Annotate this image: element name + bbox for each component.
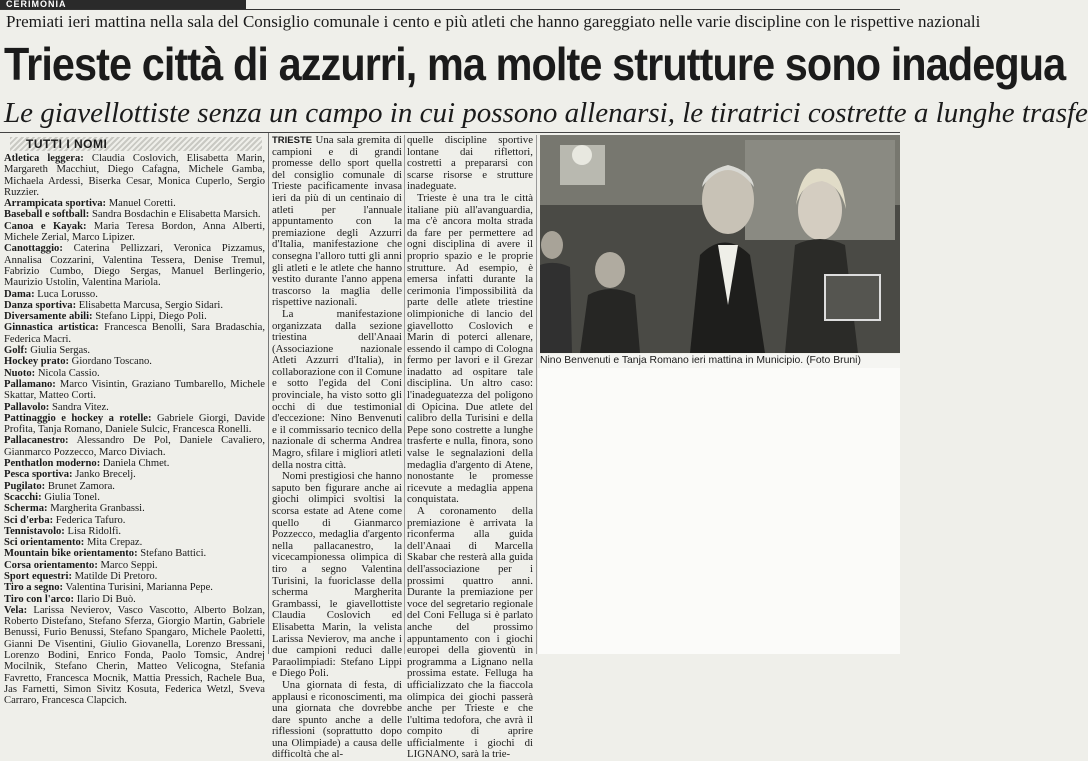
athlete-names: Elisabetta Marcusa, Sergio Sidari. [76, 299, 223, 311]
sport-label: Pallavolo: [4, 401, 50, 413]
sport-label: Tiro con l'arco: [4, 593, 75, 605]
names-header: TUTTI I NOMI [10, 137, 262, 151]
column-divider [404, 135, 405, 654]
athlete-names: Mita Crepaz. [84, 537, 143, 549]
paragraph-text: La manifestazione organizzata dalla sezione triestina dell'Anaai (Associazione nazionale Atleti Azzurri d'Italia), in collaborazione con il Comune e sotto l'egida del Coni provinciale, ha visto sotto gli occhi di due testimonial d'eccezione: Nino Benvenuti e il commissario tecnico della nazionale di scherma Andrea Magro, sfilare i migliori atleti della nostra città. [272, 307, 402, 471]
photo-caption: Nino Benvenuti e Tanja Romano ieri mattina in Municipio. (Foto Bruni) [540, 354, 900, 368]
article-paragraph [272, 309, 402, 471]
athlete-names: Giulia Tonel. [41, 491, 100, 503]
name-entry [4, 503, 265, 514]
name-entry [4, 198, 265, 209]
name-entry [4, 209, 265, 220]
sport-label: Pugilato: [4, 480, 46, 492]
name-entry [4, 605, 265, 707]
sport-label: Tiro a segno: [4, 582, 64, 594]
athlete-names: Nicola Cassio. [35, 367, 100, 379]
sport-label: Canoa e Kayak: [4, 220, 87, 232]
athlete-names: Margherita Granbassi. [47, 503, 145, 515]
athlete-names: Manuel Coretti. [106, 198, 176, 210]
athlete-names: Marco Seppi. [97, 559, 158, 571]
athlete-names: Maria Teresa Bordon, Anna Alberti, Michele Zerial, Marco Lipizer. [4, 220, 265, 244]
athlete-names: Claudia Coslovich, Elisabetta Marin, Margareth Macchiut, Diego Cafagna, Michele Gamba, Michaela Ardessi, Biserka Cesar, Monica Cuperlo, Sergio Ruzzier. [4, 153, 265, 198]
athlete-names: Marco Visintin, Graziano Tumbarello, Michele Skattar, Matteo Corti. [4, 378, 265, 402]
sport-label: Diversamente abili: [4, 311, 93, 323]
sport-label: Pattinaggio e hockey a rotelle: [4, 412, 152, 424]
sport-label: Danza sportiva: [4, 299, 77, 311]
section-tag: CERIMONIA [0, 0, 246, 9]
sport-label: Ginnastica artistica: [4, 322, 99, 334]
kicker: Premiati ieri mattina nella sala del Consiglio comunale i cento e più atleti che hanno gareggiato nelle varie discipline con le rispettive nazionali [6, 12, 981, 31]
paragraph-text: quelle discipline sportive lontane dai riflettori, costretti a prepararsi con scarse risorse e strutture inadeguate. [407, 134, 533, 193]
athlete-names: Valentina Turisini, Marianna Pepe. [63, 582, 213, 594]
paragraph-text: Trieste è una tra le città italiane più all'avanguardia, ma c'è ancora molta strada da fare per permettere ad ogni disciplina di avere il proprio spazio e le proprie strutture. Ad esempio, è emersa infatti durante la cerimonia l'impossibilità da parte delle atlete triestine olimpioniche di lancio del giavellotto Coslovich e Marin di poterci allenare, essendo il campo di Cologna fermo per lavori e il Grezar inadatto ad ospitare tale disciplina. Un altro caso: l'inadeguatezza del poligono di Opicina. Due atlete del calibro della Turisini e della Pepe sono costrette a lunghe trasferte e nulla, finora, sono valse le segnalazioni della medaglia d'argento di Atene, nonostante le promesse ricevute a medaglia appena conquistata. [407, 191, 533, 506]
sport-label: Sci orientamento: [4, 537, 85, 549]
sport-label: Tennistavolo: [4, 525, 65, 537]
athlete-names: Giulia Sergas. [27, 345, 91, 357]
paragraph-text: A coronamento della premiazione è arrivata la riconferma alla guida dell'Anaai di Marcella Skabar che resterà alla guida dell'associazione per i prossimi quattro anni. Durante la premiazione per voce del segretario regionale del Coni Felluga si è parlato anche del prossimo appuntamento con i giochi europei della gioventù in programma a Lignano nella prossima estate. Felluga ha ufficializzato che la fiaccola olimpica dei giochi passerà anche per Trieste e che l'ultima tedofora, che avrà il compito di aprire ufficialmente i giochi di LIGNANO, sarà la trie- [407, 505, 533, 761]
name-entry [4, 356, 265, 367]
sport-label: Nuoto: [4, 367, 36, 379]
name-entry [4, 153, 265, 198]
name-entry [4, 435, 265, 458]
sport-label: Baseball e softball: [4, 209, 90, 221]
sport-label: Atletica leggera: [4, 153, 84, 164]
top-rule [0, 9, 900, 10]
headline: Trieste città di azzurri, ma molte strutture sono inadegua [4, 38, 1066, 90]
article-paragraph [407, 135, 533, 193]
sport-label: Canottaggio: [4, 243, 63, 255]
name-entry [4, 515, 265, 526]
name-entry [4, 582, 265, 593]
athlete-names: Alessandro De Pol, Daniele Cavaliero, Gianmarco Pozzecco, Marco Diviach. [4, 435, 265, 458]
name-entry [4, 594, 265, 605]
article-paragraph [272, 135, 402, 309]
sport-label: Sci d'erba: [4, 514, 54, 526]
sport-label: Arrampicata sportiva: [4, 198, 107, 210]
name-entry [4, 311, 265, 322]
name-entry [4, 221, 265, 244]
name-entry [4, 492, 265, 503]
dateline: TRIESTE [272, 135, 316, 146]
article-column-1 [272, 134, 402, 761]
athlete-names: Daniela Chmet. [100, 458, 170, 470]
athlete-names: Federica Tafuro. [53, 514, 126, 526]
name-entry [4, 300, 265, 311]
article-column-2 [407, 134, 533, 761]
athlete-names: Sandra Vitez. [49, 401, 109, 413]
sport-label: Scacchi: [4, 491, 42, 503]
name-entry [4, 322, 265, 345]
athlete-names: Ilario Di Buò. [74, 593, 136, 605]
paragraph-text: Nomi prestigiosi che hanno saputo ben figurare anche ai giochi olimpici svoltisi la scorsa estate ad Atene come quello di Gianmarco Pozzecco, medaglia d'argento nella pallacanestro, la vicecampionessa olimpica di tiro a segno Valentina Turisini, la fuoriclasse della scherma Margherita Grambassi, le giavellottiste Claudia Coslovich ed Elisabetta Marin, la velista Larissa Nevierov, ma anche i due campioni reduci dalle Paraolimpiadi: Stefano Lippi e Diego Poli. [272, 470, 402, 680]
name-entry [4, 571, 265, 582]
photo-illustration [540, 135, 900, 353]
athlete-names: Brunet Zamora. [45, 480, 115, 492]
sport-label: Corsa orientamento: [4, 559, 98, 571]
sport-label: Mountain bike orientamento: [4, 548, 138, 560]
sport-label: Pallamano: [4, 378, 56, 390]
athlete-names: Francesca Benolli, Sara Bradaschia, Federica Macri. [4, 322, 265, 345]
sport-label: Dama: [4, 288, 35, 300]
athlete-names: Giordano Toscano. [69, 356, 152, 368]
athlete-names: Stefano Lippi, Diego Poli. [92, 311, 207, 323]
name-entry [4, 413, 265, 436]
blank-area [538, 368, 900, 654]
name-entry [4, 469, 265, 480]
athlete-names: Gabriele Giorgi, Davide Profita, Tanja Romano, Daniele Sulcic, Francesca Ronelli. [4, 412, 265, 436]
name-entry [4, 560, 265, 571]
athlete-names: Janko Brecelj. [72, 469, 136, 481]
name-entry [4, 345, 265, 356]
name-entry [4, 537, 265, 548]
article-paragraph [272, 471, 402, 680]
column-divider [536, 135, 537, 654]
name-entry [4, 243, 265, 288]
sport-label: Golf: [4, 345, 28, 357]
article-paragraph [272, 680, 402, 761]
name-entry [4, 526, 265, 537]
athlete-names: Luca Lorusso. [34, 288, 98, 300]
paragraph-text: Una sala gremita di campioni e di grandi promesse dello sport quella del consiglio comunale di Trieste pacificamente invasa ieri da più di un centinaio di atleti per l'annuale appuntamento con la premiazione degli Azzurri d'Italia, manifestazione che consegna l'alloro tutti gli anni gli atleti e le atlete che hanno vestito durante l'anno appena trascorso la maglia delle rispettive nazionali. [272, 134, 402, 309]
name-entry [4, 379, 265, 402]
athlete-names: Matilde Di Pretoro. [71, 570, 158, 582]
name-entry [4, 289, 265, 300]
news-photo [540, 135, 900, 353]
athlete-names: Larissa Nevierov, Vasco Vascotto, Alberto Bolzan, Roberto Distefano, Stefano Sferza, Giorgio Martin, Gabriele Benussi, Furio Benussi, Stefano Spangaro, Michele Paoletti, Gianni De Visentini, Giulio Giovanella, Lorenzo Bressani, Lorenzo Bodini, Enrico Fonda, Paolo Tomsic, Andrej Mocilnik, Stefano Cherin, Matteo Velicogna, Stefania Favretto, Francesca Mocnik, Mattia Pressich, Rachele Bua, Jas Farnetti, Simon Sivitz Kosuta, Federica Wetzl, Sveva Carraro, Francesca Clapcich. [4, 604, 265, 707]
names-list [0, 153, 268, 707]
athlete-names: Caterina Pellizzari, Veronica Pizzamus, Annalisa Cozzarini, Valentina Tessera, Denise Tremul, Fabrizio Cumbo, Diego Sergas, Manuel Berlingerio, Maurizio Ustolin, Valentina Mariola. [4, 243, 265, 289]
sport-label: Sport equestri: [4, 570, 72, 582]
name-entry [4, 548, 265, 559]
athlete-names: Stefano Battici. [137, 548, 207, 560]
article-paragraph [407, 506, 533, 761]
sport-label: Pesca sportiva: [4, 469, 73, 481]
name-entry [4, 481, 265, 492]
sport-label: Pallacanestro: [4, 435, 69, 447]
sport-label: Vela: [4, 604, 28, 616]
name-entry [4, 402, 265, 413]
paragraph-text: Una giornata di festa, di applausi e riconoscimenti, ma una giornata che dovrebbe dare spunto anche a delle riflessioni (soprattutto dopo una Olimpiade) a causa delle difficoltà che al- [272, 678, 402, 761]
name-entry [4, 368, 265, 379]
name-entry [4, 458, 265, 469]
names-box [0, 133, 269, 707]
sport-label: Scherma: [4, 503, 48, 515]
sport-label: Penthatlon moderno: [4, 458, 101, 470]
subheadline: Le giavellottiste senza un campo in cui possono allenarsi, le tiratrici costrette a lunghe trasfe [4, 97, 1088, 129]
athlete-names: Sandra Bosdachin e Elisabetta Marsich. [89, 209, 261, 221]
sport-label: Hockey prato: [4, 356, 70, 368]
article-paragraph [407, 193, 533, 506]
athlete-names: Lisa Ridolfi. [64, 525, 122, 537]
